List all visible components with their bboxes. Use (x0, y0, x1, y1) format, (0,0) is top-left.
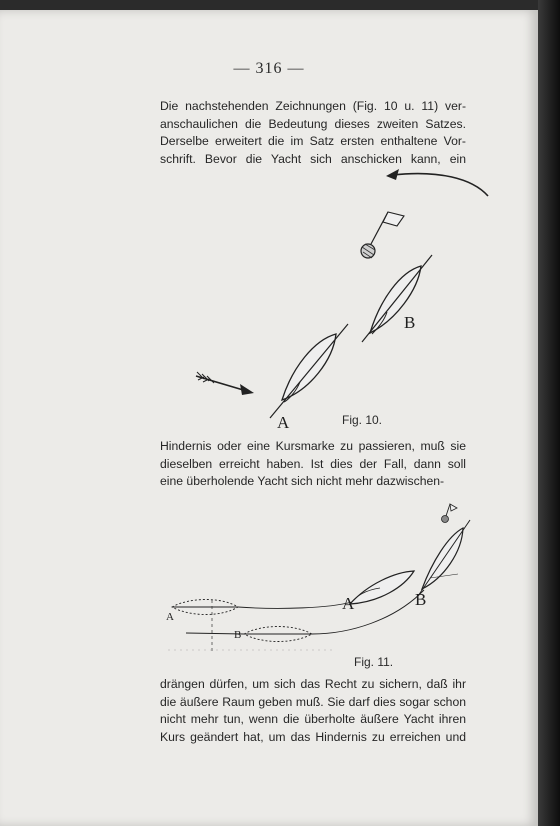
yacht-b-keel (362, 255, 432, 342)
mark-buoy-icon-2 (442, 516, 449, 523)
text-line: anschaulichen die Bedeutung dieses zweiten Satzes. (160, 116, 466, 131)
yacht-b-hull-fig11 (422, 528, 463, 589)
figure-10-caption: Fig. 10. (342, 413, 383, 427)
label-b-right: B (415, 590, 427, 609)
yacht-a-keel (270, 324, 348, 418)
text-line: Kurs geändert hat, um das Hindernis zu erreichen und (160, 729, 466, 744)
page-number: — 316 — (233, 60, 305, 77)
label-a-right: A (342, 594, 355, 613)
text-line: dieselben erreicht haben. Ist dies der Fall, dann soll (160, 456, 466, 471)
text-line: schrift. Bevor die Yacht sich anschicken kann, ein (160, 151, 466, 166)
text-line: Die nachstehenden Zeichnungen (Fig. 10 u. 11) ver- (160, 99, 466, 113)
course-line-b (186, 590, 427, 634)
label-a-left: A (166, 611, 174, 623)
flag-icon (383, 212, 404, 226)
label-b: B (404, 313, 416, 332)
yacht-a-hull-fig11 (350, 571, 414, 604)
text-line: eine überholende Yacht sich nicht mehr dazwischen- (160, 474, 445, 488)
course-curve-arrow (392, 174, 488, 196)
course-line-a (172, 602, 352, 608)
paragraph-3 (160, 676, 466, 746)
text-line: Hindernis oder eine Kursmarke zu passieren, muß sie (160, 439, 466, 453)
text-line: die äußere Raum geben muß. Sie darf dies sogar schon (160, 694, 466, 709)
label-a: A (277, 413, 290, 432)
flag-icon-2 (450, 504, 457, 511)
label-b-left: B (234, 629, 242, 641)
yacht-a-hull (282, 334, 336, 400)
paragraph-2 (160, 438, 466, 491)
text-line: drängen dürfen, um sich das Recht zu sichern, daß ihr (160, 677, 466, 691)
text-line: nicht mehr tun, wenn die überholte äußere Yacht ihren (160, 712, 466, 726)
figure-11-caption: Fig. 11. (354, 655, 394, 669)
text-line: Derselbe erweitert die im Satz ersten enthaltene Vor- (160, 134, 466, 148)
arrowhead (386, 169, 399, 180)
